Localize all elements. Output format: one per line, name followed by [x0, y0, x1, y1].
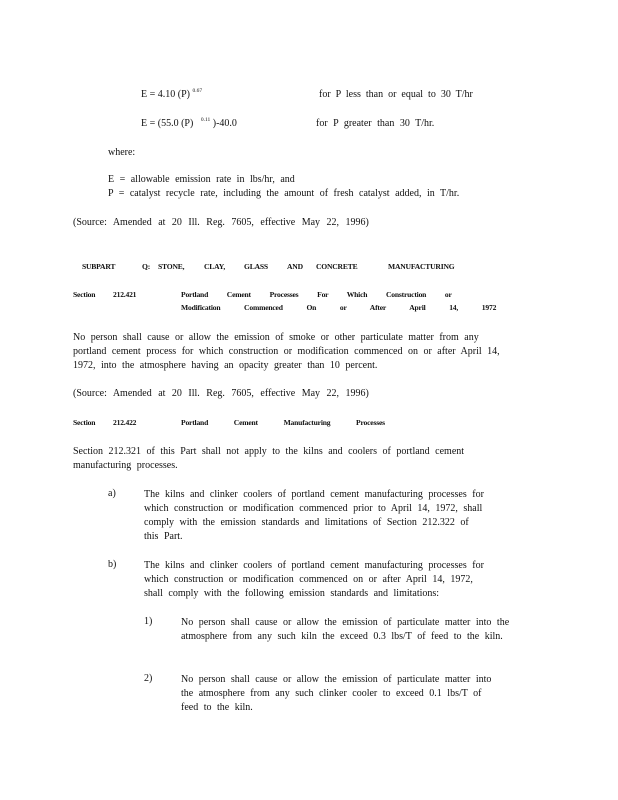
subpart-word-stone: STONE, [158, 262, 185, 271]
section-2-number-text: 212.422 [113, 418, 137, 427]
source-note-2: (Source: Amended at 20 Ill. Reg. 7605, effective May 22, 1996) [73, 388, 369, 399]
formula-1-exponent: 0.67 [192, 88, 203, 94]
item-a-label: a) [108, 488, 116, 499]
definition-p: P = catalyst recycle rate, including the amount of fresh catalyst added, in T/hr. [108, 188, 460, 199]
item-a-text: The kilns and clinker coolers of portland cement manufacturing processes for which construction or modification commenced prior to April 14, 1972, shall comply with the emission standards and limitations of Section 212.322 of this Part. [144, 489, 484, 542]
section-2-label [73, 417, 95, 428]
section-1-title-line-1-text: Portland Cement Processes For Which Construction or [181, 290, 452, 299]
subpart-word-concrete: CONCRETE [316, 262, 358, 271]
formula-2 [141, 118, 237, 131]
subpart-word-and: AND [287, 262, 303, 271]
where-label: where: [108, 147, 136, 158]
formula-2-exponent: 0.11 [200, 117, 211, 123]
formula-2-lhs: E = (55.0 (P) [141, 118, 194, 129]
section-2-word: Section [73, 418, 96, 427]
section-1-body: No person shall cause or allow the emission of smoke or other particulate matter from any portland cement process for which construction or modification commenced on or after April 14, 1972, into the atmosphere having an opacity greater than 10 percent. [73, 332, 500, 371]
formula-1-lhs: E = 4.10 (P) [141, 89, 190, 100]
item-b1-label: 1) [144, 616, 153, 627]
source-note-1: (Source: Amended at 20 Ill. Reg. 7605, effective May 22, 1996) [73, 217, 369, 228]
formula-2-condition: for P greater than 30 T/hr. [316, 118, 435, 129]
section-1-title-line-2 [181, 302, 496, 313]
section-1-title-line-1 [181, 289, 452, 300]
formula-2-rhs: )-40.0 [212, 118, 237, 129]
section-1-title-line-2-text: Modification Commenced On or After April 14, 1972 [181, 303, 497, 312]
subpart-word-glass: GLASS [244, 262, 268, 271]
item-b-label: b) [108, 559, 117, 570]
section-2-title-text: Portland Cement Manufacturing Processes [181, 418, 385, 427]
item-b1-text: No person shall cause or allow the emission of particulate matter into the atmosphere from any such kiln the exceed 0.3 lbs/T of feed to the kiln. [181, 617, 510, 642]
subpart-letter: Q: [142, 262, 151, 271]
formula-1-condition: for P less than or equal to 30 T/hr [319, 89, 473, 100]
subpart-word-manufacturing: MANUFACTURING [388, 262, 455, 271]
definition-e: E = allowable emission rate in lbs/hr, and [108, 174, 295, 185]
section-1-number-text: 212.421 [113, 290, 137, 299]
section-2-body: Section 212.321 of this Part shall not apply to the kilns and coolers of portland cement manufacturing processes. [73, 446, 465, 471]
section-2-number [113, 417, 136, 428]
subpart-label: SUBPART [82, 262, 116, 271]
item-b-text: The kilns and clinker coolers of portland cement manufacturing processes for which construction or modification commenced on or after April 14, 1972, shall comply with the following emission standards and limitations: [144, 560, 484, 599]
section-2-title [181, 417, 385, 428]
item-b2-label: 2) [144, 673, 153, 684]
section-1-label [73, 289, 95, 300]
subpart-word-clay: CLAY, [204, 262, 226, 271]
item-b2-text: No person shall cause or allow the emission of particulate matter into the atmosphere from any such clinker cooler to exceed 0.1 lbs/T of feed to the kiln. [181, 674, 492, 713]
section-1-word: Section [73, 290, 96, 299]
section-1-number [113, 289, 136, 300]
formula-1 [141, 89, 202, 102]
